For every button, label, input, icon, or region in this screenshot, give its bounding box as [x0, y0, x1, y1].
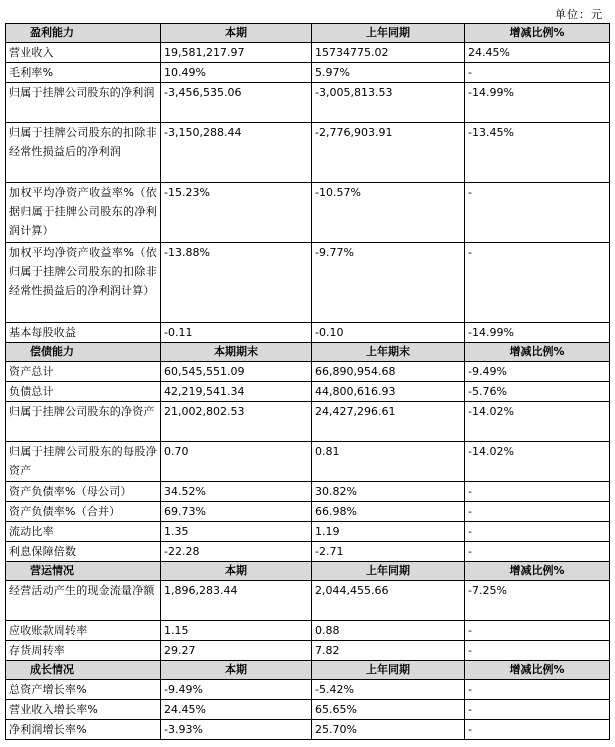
- table-row: [6, 720, 610, 740]
- current-value: -3.93%: [161, 720, 312, 740]
- prior-value: 25.70%: [312, 720, 465, 740]
- prior-value: 5.97%: [312, 63, 465, 83]
- prior-value: 44,800,616.93: [312, 382, 465, 402]
- current-value: 34.52%: [161, 482, 312, 502]
- column-header-current: 本期期末: [161, 343, 312, 362]
- table-row: [6, 83, 610, 123]
- prior-value: 15734775.02: [312, 43, 465, 63]
- table-row: [6, 680, 610, 700]
- row-label: 存货周转率: [6, 641, 161, 661]
- table-row: [6, 63, 610, 83]
- prior-value: -0.10: [312, 323, 465, 343]
- change-value: -: [465, 542, 610, 562]
- row-label: 净利润增长率%: [6, 720, 161, 740]
- prior-value: 65.65%: [312, 700, 465, 720]
- table-row: [6, 323, 610, 343]
- table-row: [6, 700, 610, 720]
- change-value: -14.02%: [465, 442, 610, 482]
- current-value: 29.27: [161, 641, 312, 661]
- row-label: 利息保障倍数: [6, 542, 161, 562]
- row-label: 资产总计: [6, 362, 161, 382]
- section-header-solvency: [6, 343, 610, 362]
- section-title: 成长情况: [6, 661, 161, 680]
- prior-value: 66,890,954.68: [312, 362, 465, 382]
- current-value: -0.11: [161, 323, 312, 343]
- table-row: [6, 621, 610, 641]
- table-row: [6, 502, 610, 522]
- row-label: 毛利率%: [6, 63, 161, 83]
- current-value: 24.45%: [161, 700, 312, 720]
- current-value: -22.28: [161, 542, 312, 562]
- change-value: -5.76%: [465, 382, 610, 402]
- table-row: [6, 542, 610, 562]
- column-header-current: 本期: [161, 24, 312, 43]
- row-label: 归属于挂牌公司股东的扣除非经常性损益后的净利润: [6, 123, 161, 183]
- table-row: [6, 402, 610, 442]
- section-header-profitability: [6, 24, 610, 43]
- row-label: 经营活动产生的现金流量净额: [6, 581, 161, 621]
- change-value: -: [465, 522, 610, 542]
- current-value: -13.88%: [161, 243, 312, 323]
- current-value: 1,896,283.44: [161, 581, 312, 621]
- prior-value: 2,044,455.66: [312, 581, 465, 621]
- current-value: 0.70: [161, 442, 312, 482]
- prior-value: 0.81: [312, 442, 465, 482]
- table-row: [6, 641, 610, 661]
- section-title: 营运情况: [6, 562, 161, 581]
- table-row: [6, 43, 610, 63]
- column-header-change: 增减比例%: [465, 562, 610, 581]
- change-value: -: [465, 243, 610, 323]
- change-value: -: [465, 641, 610, 661]
- current-value: -3,150,288.44: [161, 123, 312, 183]
- change-value: -: [465, 621, 610, 641]
- prior-value: -3,005,813.53: [312, 83, 465, 123]
- prior-value: 24,427,296.61: [312, 402, 465, 442]
- prior-value: 7.82: [312, 641, 465, 661]
- change-value: -: [465, 502, 610, 522]
- current-value: 19,581,217.97: [161, 43, 312, 63]
- row-label: 归属于挂牌公司股东的净资产: [6, 402, 161, 442]
- row-label: 加权平均净资产收益率%（依据归属于挂牌公司股东的净利润计算）: [6, 183, 161, 243]
- column-header-prior: 上年同期: [312, 661, 465, 680]
- row-label: 应收账款周转率: [6, 621, 161, 641]
- current-value: 1.35: [161, 522, 312, 542]
- column-header-prior: 上年期末: [312, 343, 465, 362]
- row-label: 归属于挂牌公司股东的净利润: [6, 83, 161, 123]
- section-header-growth: [6, 661, 610, 680]
- row-label: 基本每股收益: [6, 323, 161, 343]
- change-value: -9.49%: [465, 362, 610, 382]
- change-value: -14.02%: [465, 402, 610, 442]
- prior-value: -2.71: [312, 542, 465, 562]
- change-value: -14.99%: [465, 323, 610, 343]
- section-title: 偿债能力: [6, 343, 161, 362]
- change-value: -13.45%: [465, 123, 610, 183]
- row-label: 资产负债率%（母公司）: [6, 482, 161, 502]
- prior-value: 30.82%: [312, 482, 465, 502]
- change-value: -: [465, 700, 610, 720]
- section-title: 盈利能力: [6, 24, 161, 43]
- column-header-current: 本期: [161, 562, 312, 581]
- table-row: [6, 183, 610, 243]
- table-row: [6, 581, 610, 621]
- table-row: [6, 123, 610, 183]
- prior-value: -2,776,903.91: [312, 123, 465, 183]
- current-value: -9.49%: [161, 680, 312, 700]
- table-row: [6, 442, 610, 482]
- change-value: 24.45%: [465, 43, 610, 63]
- current-value: 60,545,551.09: [161, 362, 312, 382]
- prior-value: 0.88: [312, 621, 465, 641]
- current-value: 10.49%: [161, 63, 312, 83]
- current-value: -3,456,535.06: [161, 83, 312, 123]
- prior-value: 66.98%: [312, 502, 465, 522]
- row-label: 归属于挂牌公司股东的每股净资产: [6, 442, 161, 482]
- table-row: [6, 522, 610, 542]
- row-label: 总资产增长率%: [6, 680, 161, 700]
- change-value: -: [465, 482, 610, 502]
- column-header-prior: 上年同期: [312, 562, 465, 581]
- current-value: 21,002,802.53: [161, 402, 312, 442]
- row-label: 营业收入增长率%: [6, 700, 161, 720]
- column-header-prior: 上年同期: [312, 24, 465, 43]
- row-label: 资产负债率%（合并）: [6, 502, 161, 522]
- row-label: 流动比率: [6, 522, 161, 542]
- table-row: [6, 243, 610, 323]
- financial-indicators-table: [5, 23, 610, 740]
- change-value: -7.25%: [465, 581, 610, 621]
- prior-value: -9.77%: [312, 243, 465, 323]
- column-header-change: 增减比例%: [465, 343, 610, 362]
- change-value: -: [465, 680, 610, 700]
- row-label: 营业收入: [6, 43, 161, 63]
- row-label: 加权平均净资产收益率%（依归属于挂牌公司股东的扣除非经常性损益后的净利润计算）: [6, 243, 161, 323]
- row-label: 负债总计: [6, 382, 161, 402]
- change-value: -: [465, 183, 610, 243]
- unit-label: 单位：元: [555, 8, 603, 21]
- table-row: [6, 362, 610, 382]
- prior-value: -10.57%: [312, 183, 465, 243]
- table-row: [6, 482, 610, 502]
- change-value: -: [465, 720, 610, 740]
- current-value: 69.73%: [161, 502, 312, 522]
- current-value: 1.15: [161, 621, 312, 641]
- table-row: [6, 382, 610, 402]
- section-header-operations: [6, 562, 610, 581]
- change-value: -: [465, 63, 610, 83]
- column-header-change: 增减比例%: [465, 661, 610, 680]
- current-value: -15.23%: [161, 183, 312, 243]
- column-header-change: 增减比例%: [465, 24, 610, 43]
- current-value: 42,219,541.34: [161, 382, 312, 402]
- prior-value: -5.42%: [312, 680, 465, 700]
- prior-value: 1.19: [312, 522, 465, 542]
- column-header-current: 本期: [161, 661, 312, 680]
- change-value: -14.99%: [465, 83, 610, 123]
